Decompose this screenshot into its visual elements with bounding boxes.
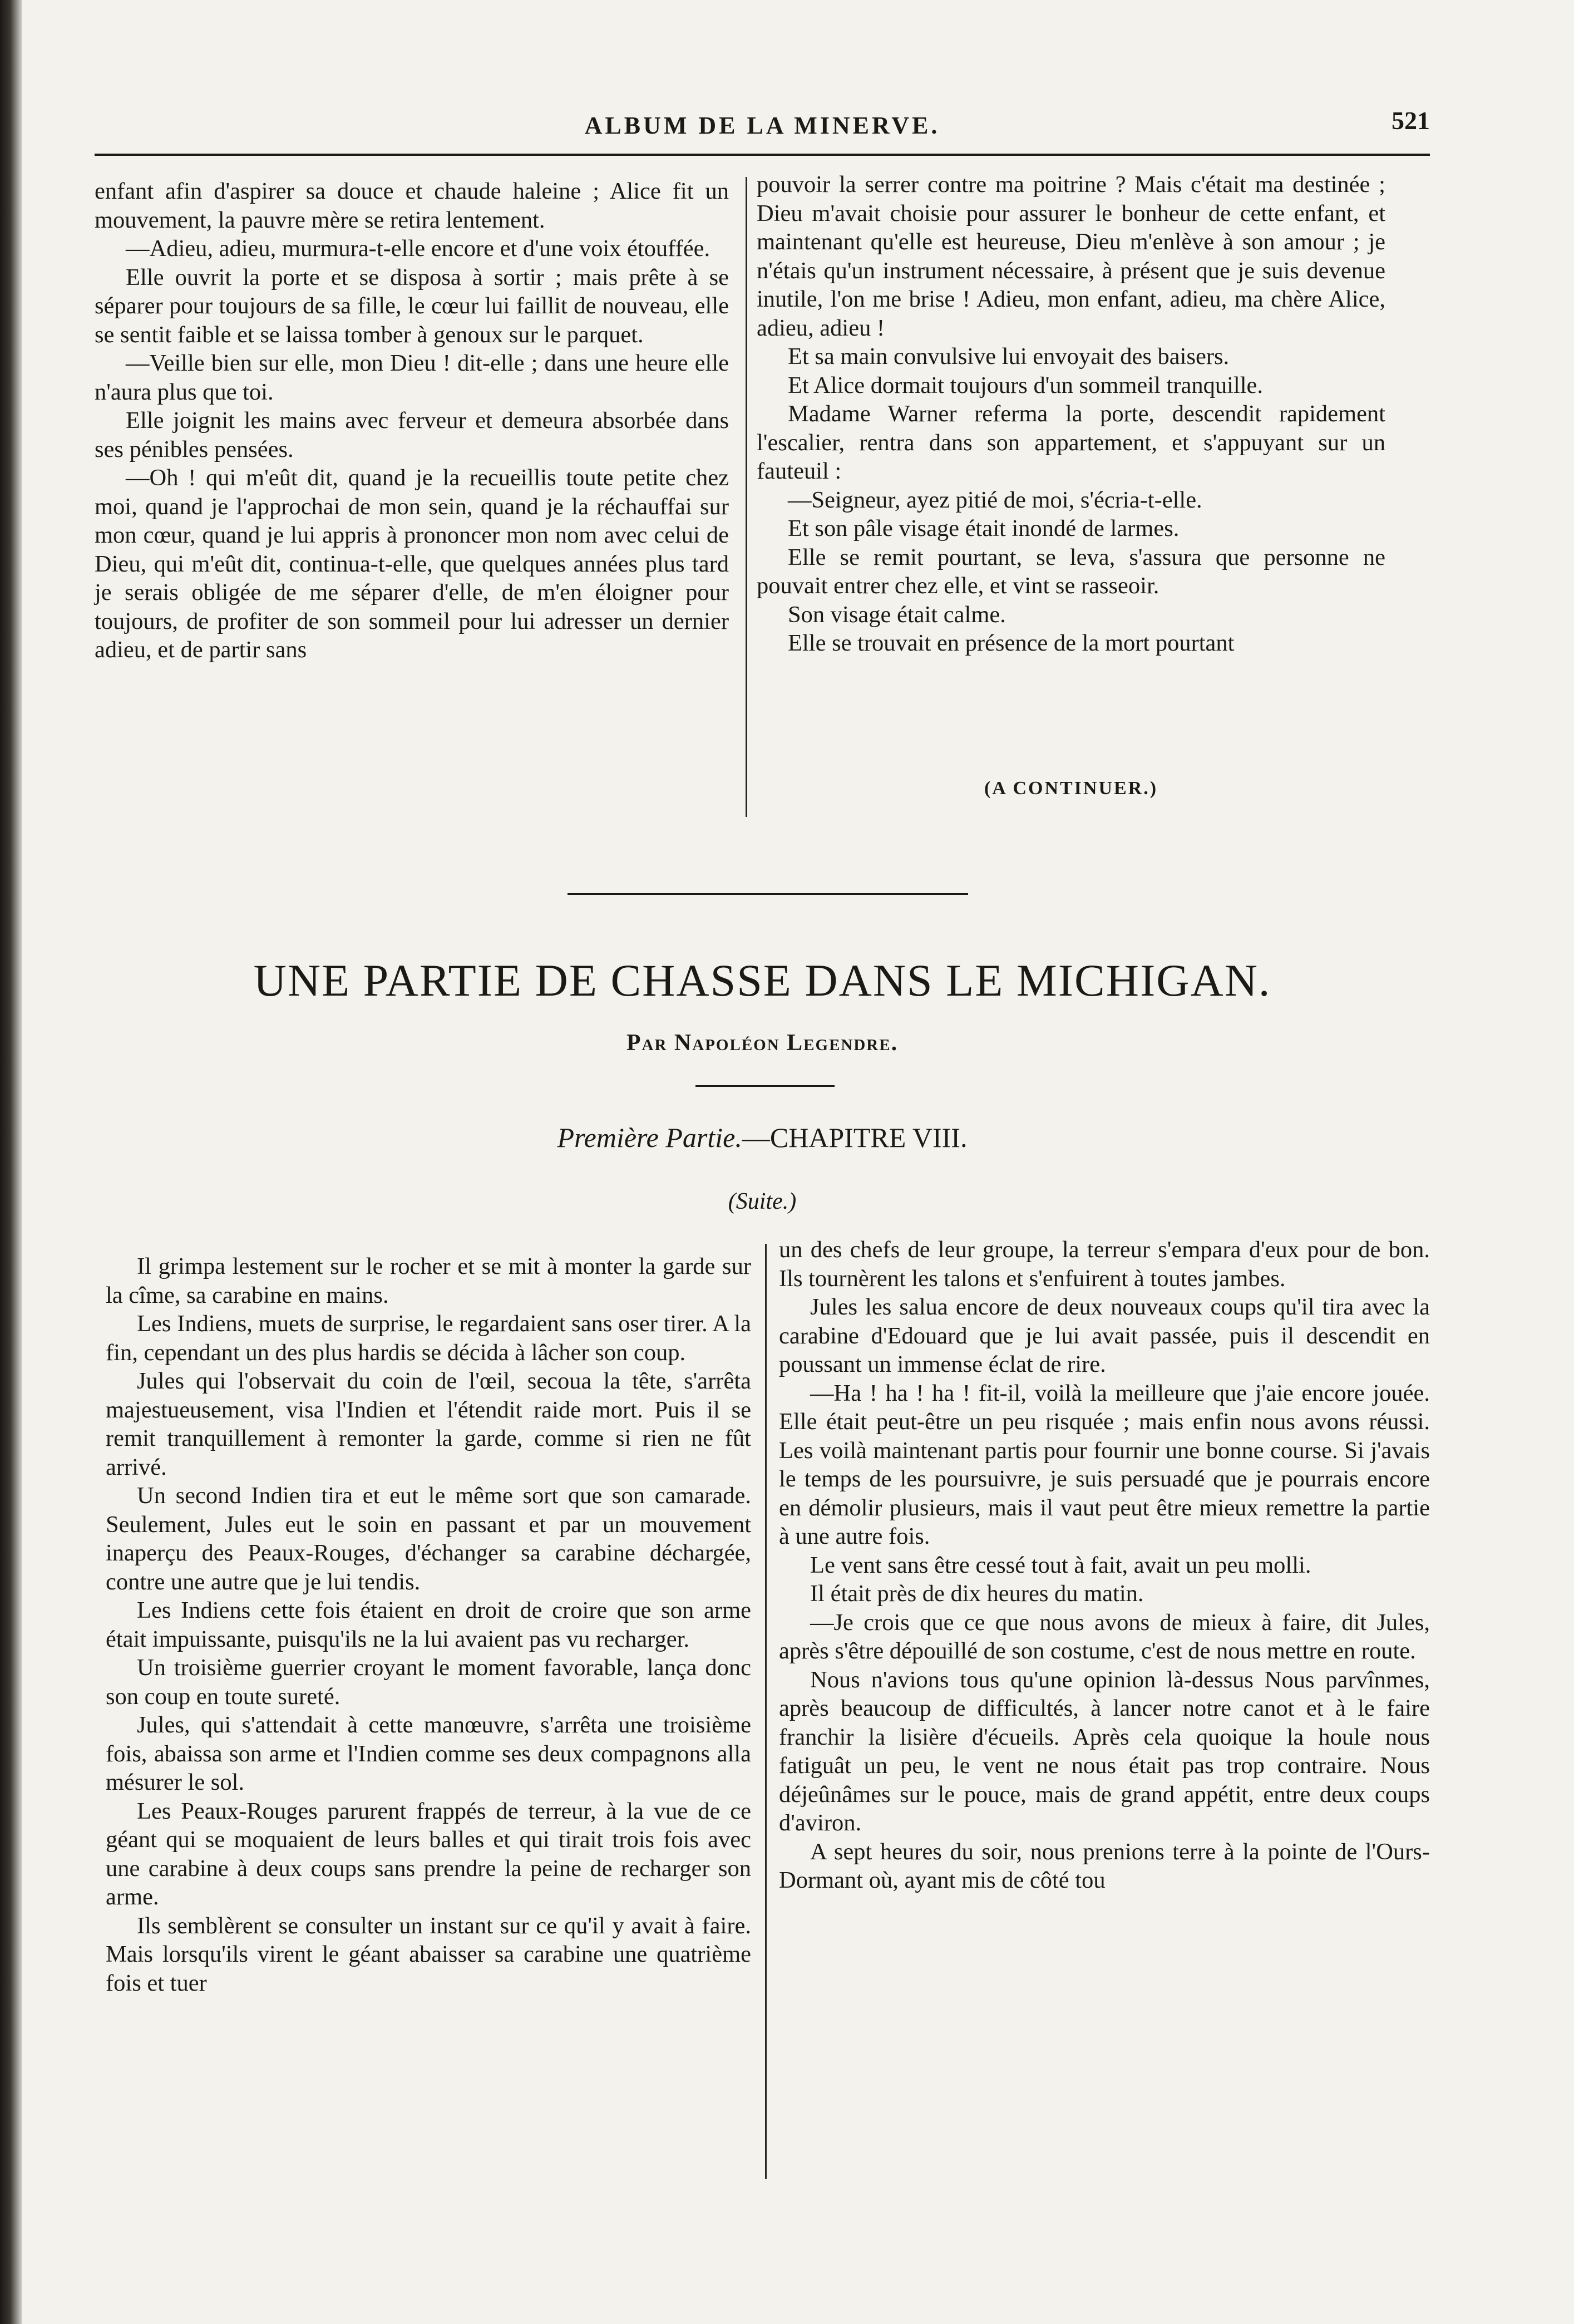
paragraph: —Adieu, adieu, murmura-t-elle encore et d'une voix étouffée. bbox=[126, 235, 710, 262]
page-number: 521 bbox=[1392, 106, 1430, 135]
paragraph: A sept heures du soir, nous prenions terre à la pointe de l'Ours-Dormant où, ayant mis de côté tou bbox=[779, 1838, 1430, 1893]
article-title: UNE PARTIE DE CHASSE DANS LE MICHIGAN. bbox=[253, 955, 1271, 1006]
suite-label: (Suite.) bbox=[728, 1189, 797, 1214]
paragraph: —Je crois que ce que nous avons de mieux à faire, dit Jules, après s'être dépouillé de son costume, c'est de nous mettre en route. bbox=[779, 1609, 1430, 1664]
paragraph: Un troisième guerrier croyant le moment favorable, lança donc son coup en toute sureté. bbox=[106, 1655, 751, 1710]
page-header bbox=[95, 100, 1430, 161]
to-be-continued: (A CONTINUER.) bbox=[984, 778, 1158, 799]
top-left-column bbox=[95, 177, 729, 664]
column-divider-bottom bbox=[765, 1244, 767, 2179]
paragraph: Et Alice dormait toujours d'un sommeil tranquille. bbox=[788, 372, 1263, 398]
header-rule bbox=[95, 154, 1430, 156]
paragraph: Elle se trouvait en présence de la mort pourtant bbox=[788, 630, 1235, 656]
paragraph: Madame Warner referma la porte, descendit rapidement l'escalier, rentra dans son appartement, et s'appuyant sur un fauteuil : bbox=[757, 401, 1385, 484]
paragraph: Il était près de dix heures du matin. bbox=[810, 1580, 1144, 1607]
paragraph: Ils semblèrent se consulter un instant sur ce qu'il y avait à faire. Mais lorsqu'ils virent le géant abaisser sa carabine une quatrième fois et tuer bbox=[106, 1912, 751, 1996]
paragraph: Jules, qui s'attendait à cette manœuvre, s'arrêta une troisième fois, abaissa son arme et l'Indien comme ses deux compagnons alla mésurer le sol. bbox=[106, 1712, 751, 1795]
column-divider-top bbox=[746, 177, 747, 817]
paragraph: —Veille bien sur elle, mon Dieu ! dit-elle ; dans une heure elle n'aura plus que toi. bbox=[95, 350, 729, 405]
bottom-right-column bbox=[779, 1235, 1430, 1895]
paragraph: Jules les salua encore de deux nouveaux coups qu'il tira avec la carabine d'Edouard que je lui avait passée, puis il descendit en poussant un immense éclat de rire. bbox=[779, 1294, 1430, 1377]
paragraph: Les Peaux-Rouges parurent frappés de terreur, à la vue de ce géant qui se moquaient de leurs balles et qui tirait trois fois avec une carabine à deux coups sans prendre la peine de recharger son arme. bbox=[106, 1798, 751, 1910]
binding-shadow bbox=[0, 0, 22, 2324]
paragraph: Il grimpa lestement sur le rocher et se mit à monter la garde sur la cîme, sa carabine en mains. bbox=[106, 1253, 751, 1308]
part-label: Première Partie. bbox=[557, 1122, 742, 1153]
paragraph: Et son pâle visage était inondé de larmes. bbox=[788, 515, 1180, 541]
paragraph: —Ha ! ha ! ha ! fit-il, voilà la meilleure que j'aie encore jouée. Elle était peut-être un peu risquée ; mais enfin nous avons réussi. Les voilà maintenant partis pour fournir une bonne course. Si j'avais le temps de les poursuivre, je suis persuadé que je pourrais encore en démolir plusieurs, mais il vaut peut être mieux remettre la partie à une autre fois. bbox=[779, 1380, 1430, 1549]
paragraph: Elle joignit les mains avec ferveur et demeura absorbée dans ses pénibles pensées. bbox=[95, 407, 729, 462]
paragraph: pouvoir la serrer contre ma poitrine ? Mais c'était ma destinée ; Dieu m'avait choisie pour assurer le bonheur de cette enfant, et maintenant qu'elle est heureuse, Dieu m'enlève à son amour ; je n'étais qu'un instrument nécessaire, à présent que je suis devenue inutile, l'on me brise ! Adieu, mon enfant, adieu, ma chère Alice, adieu, adieu ! bbox=[757, 171, 1385, 341]
paragraph: —Seigneur, ayez pitié de moi, s'écria-t-elle. bbox=[788, 486, 1202, 513]
bottom-left-column bbox=[106, 1252, 751, 1997]
paragraph: Les Indiens cette fois étaient en droit de croire que son arme était impuissante, puisqu'ils ne la lui avaient pas vu recharger. bbox=[106, 1597, 751, 1652]
chapter-heading bbox=[95, 1121, 1430, 1154]
paragraph: Et sa main convulsive lui envoyait des baisers. bbox=[788, 343, 1230, 370]
running-title: ALBUM DE LA MINERVE. bbox=[584, 112, 940, 139]
paragraph: enfant afin d'aspirer sa douce et chaude haleine ; Alice fit un mouvement, la pauvre mère se retira lentement. bbox=[95, 178, 729, 233]
paragraph: Le vent sans être cessé tout à fait, avait un peu molli. bbox=[810, 1552, 1311, 1578]
paragraph: Nous n'avions tous qu'une opinion là-dessus Nous parvînmes, après beaucoup de difficultés, à lancer notre canot et à le faire franchir la lisière d'écueils. Après cela quoique la houle nous fatiguât un peu, le vent ne nous était pas trop contraire. Nous déjeûnâmes sur le pouce, mais de grand appétit, entre deux coups d'aviron. bbox=[779, 1666, 1430, 1836]
section-divider bbox=[568, 893, 968, 895]
paragraph: Jules qui l'observait du coin de l'œil, secoua la tête, s'arrêta majestueusement, visa l'Indien et l'étendit raide mort. Puis il se remit tranquillement à remonter la garde, comme si rien ne fût arrivé. bbox=[106, 1368, 751, 1480]
article-author: Par Napoléon Legendre. bbox=[626, 1030, 899, 1056]
paragraph: un des chefs de leur groupe, la terreur s'empara d'eux pour de bon. Ils tournèrent les talons et s'enfuirent à toutes jambes. bbox=[779, 1237, 1430, 1292]
paragraph: Les Indiens, muets de surprise, le regardaient sans oser tirer. A la fin, cependant un des plus hardis se décida à lâcher son coup. bbox=[106, 1311, 751, 1366]
top-right-column bbox=[757, 170, 1385, 658]
paragraph: Elle ouvrit la porte et se disposa à sortir ; mais prête à se séparer pour toujours de sa fille, le cœur lui faillit de nouveau, elle se sentit faible et se laissa tomber à genoux sur le parquet. bbox=[95, 264, 729, 348]
paragraph: —Oh ! qui m'eût dit, quand je la recueillis toute petite chez moi, quand je l'approchai de mon sein, quand je la réchauffai sur mon cœur, quand je lui appris à prononcer mon nom avec celui de Dieu, qui m'eût dit, continua-t-elle, que quelques années plus tard je serais obligée de me séparer d'elle, de m'en éloigner pour toujours, de profiter de son sommeil pour lui adresser un dernier adieu, et de partir sans bbox=[95, 465, 729, 663]
paragraph: Elle se remit pourtant, se leva, s'assura que personne ne pouvait entrer chez elle, et vint se rasseoir. bbox=[757, 544, 1385, 599]
title-rule bbox=[695, 1085, 835, 1087]
paragraph: Son visage était calme. bbox=[788, 601, 1006, 628]
paragraph: Un second Indien tira et eut le même sort que son camarade. Seulement, Jules eut le soin en passant et par un mouvement inaperçu des Peaux-Rouges, d'échanger sa carabine déchargée, contre une autre que je lui tendis. bbox=[106, 1483, 751, 1595]
chapter-label: —CHAPITRE VIII. bbox=[742, 1122, 968, 1153]
